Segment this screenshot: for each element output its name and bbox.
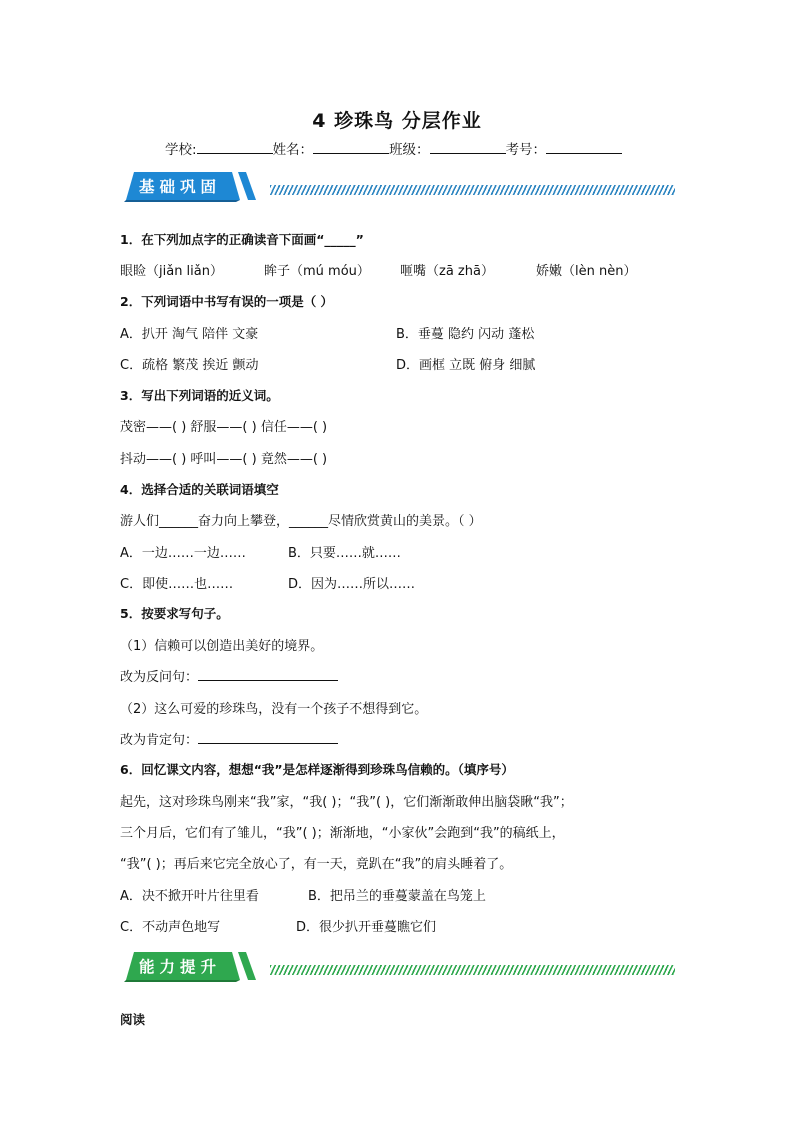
banner-stripes: [270, 185, 675, 195]
q5-answer-line-1[interactable]: [198, 668, 338, 681]
q5-sentence-2: （2）这么可爱的珍珠鸟，没有一个孩子不想得到它。: [120, 702, 428, 717]
q2-option-a[interactable]: A．扒开 淘气 陪伴 文豪: [120, 327, 259, 342]
name-label: 姓名：: [272, 142, 314, 158]
class-blank[interactable]: [430, 139, 506, 154]
reading-label: 阅读: [120, 1012, 146, 1027]
section-banner-basic: [120, 170, 680, 204]
page-title: 4 珍珠鸟 分层作业: [312, 110, 482, 132]
q2-option-c[interactable]: C．疏格 繁茂 挨近 颤动: [120, 358, 259, 373]
q4-stem: 游人们______奋力向上攀登，______尽情欣赏黄山的美景。（ ）: [120, 514, 482, 529]
q5-prompt-1-label: 改为反问句：: [120, 670, 199, 685]
question-4-title: 4．选择合适的关联词语填空: [120, 482, 279, 497]
q3-row-2[interactable]: 抖动——( ) 呼叫——( ) 竟然——( ): [120, 452, 328, 467]
school-blank[interactable]: [197, 139, 273, 154]
q1-item-4: 娇嫩（lèn nèn）: [536, 264, 637, 279]
q4-option-d[interactable]: D．因为……所以……: [288, 577, 416, 592]
section-title-advanced: 能力提升: [139, 958, 222, 976]
q6-option-d[interactable]: D．很少扒开垂蔓瞧它们: [296, 920, 437, 935]
q6-option-c[interactable]: C．不动声色地写: [120, 920, 221, 935]
school-label: 学校:: [165, 142, 197, 158]
q5-sentence-1: （1）信赖可以创造出美好的境界。: [120, 639, 324, 654]
q5-prompt-1: [120, 666, 338, 685]
q4-option-b[interactable]: B．只要……就……: [288, 546, 401, 561]
question-1-title: 1．在下列加点字的正确读音下面画“_____”: [120, 232, 364, 247]
q2-option-d[interactable]: D．画框 立既 俯身 细腻: [396, 358, 536, 373]
section-banner-advanced: [120, 950, 680, 984]
question-3-title: 3．写出下列词语的近义词。: [120, 388, 279, 403]
q6-option-a[interactable]: A．决不掀开叶片往里看: [120, 889, 259, 904]
q6-line-2[interactable]: 三个月后，它们有了雏儿，“我”( )；渐渐地，“小家伙”会跑到“我”的稿纸上，: [120, 826, 565, 841]
q1-item-3: 咂嘴（zā zhā）: [400, 264, 494, 279]
q4-option-a[interactable]: A．一边……一边……: [120, 546, 246, 561]
q4-option-c[interactable]: C．即使……也……: [120, 577, 234, 592]
name-blank[interactable]: [313, 139, 389, 154]
q5-prompt-2-label: 改为肯定句：: [120, 733, 199, 748]
q3-row-1[interactable]: 茂密——( ) 舒服——( ) 信任——( ): [120, 420, 328, 435]
q5-answer-line-2[interactable]: [198, 731, 338, 744]
q6-option-b[interactable]: B．把吊兰的垂蔓蒙盖在鸟笼上: [308, 889, 486, 904]
exam-label: 考号：: [505, 142, 547, 158]
question-2-title: 2．下列词语中书写有误的一项是（ ）: [120, 294, 334, 309]
class-label: 班级：: [389, 142, 430, 158]
student-info-line: [165, 138, 622, 158]
exam-blank[interactable]: [546, 139, 622, 154]
section-title-basic: 基础巩固: [139, 178, 222, 196]
q2-option-b[interactable]: B．垂蔓 隐约 闪动 蓬松: [396, 327, 535, 342]
banner-stripes-green: [270, 965, 675, 975]
q1-item-1: 眼睑（jiǎn liǎn）: [120, 264, 223, 279]
q5-prompt-2: [120, 729, 338, 748]
q6-line-1[interactable]: 起先，这对珍珠鸟刚来“我”家，“我( )；“我”( )，它们渐渐敢伸出脑袋瞅“我”；: [120, 795, 573, 810]
q6-line-3[interactable]: “我”( )；再后来它完全放心了，有一天，竟趴在“我”的肩头睡着了。: [120, 857, 513, 872]
question-5-title: 5．按要求写句子。: [120, 606, 229, 621]
question-6-title: 6．回忆课文内容，想想“我”是怎样逐渐得到珍珠鸟信赖的。（填序号）: [120, 762, 514, 777]
q1-item-2: 眸子（mú móu）: [264, 264, 370, 279]
